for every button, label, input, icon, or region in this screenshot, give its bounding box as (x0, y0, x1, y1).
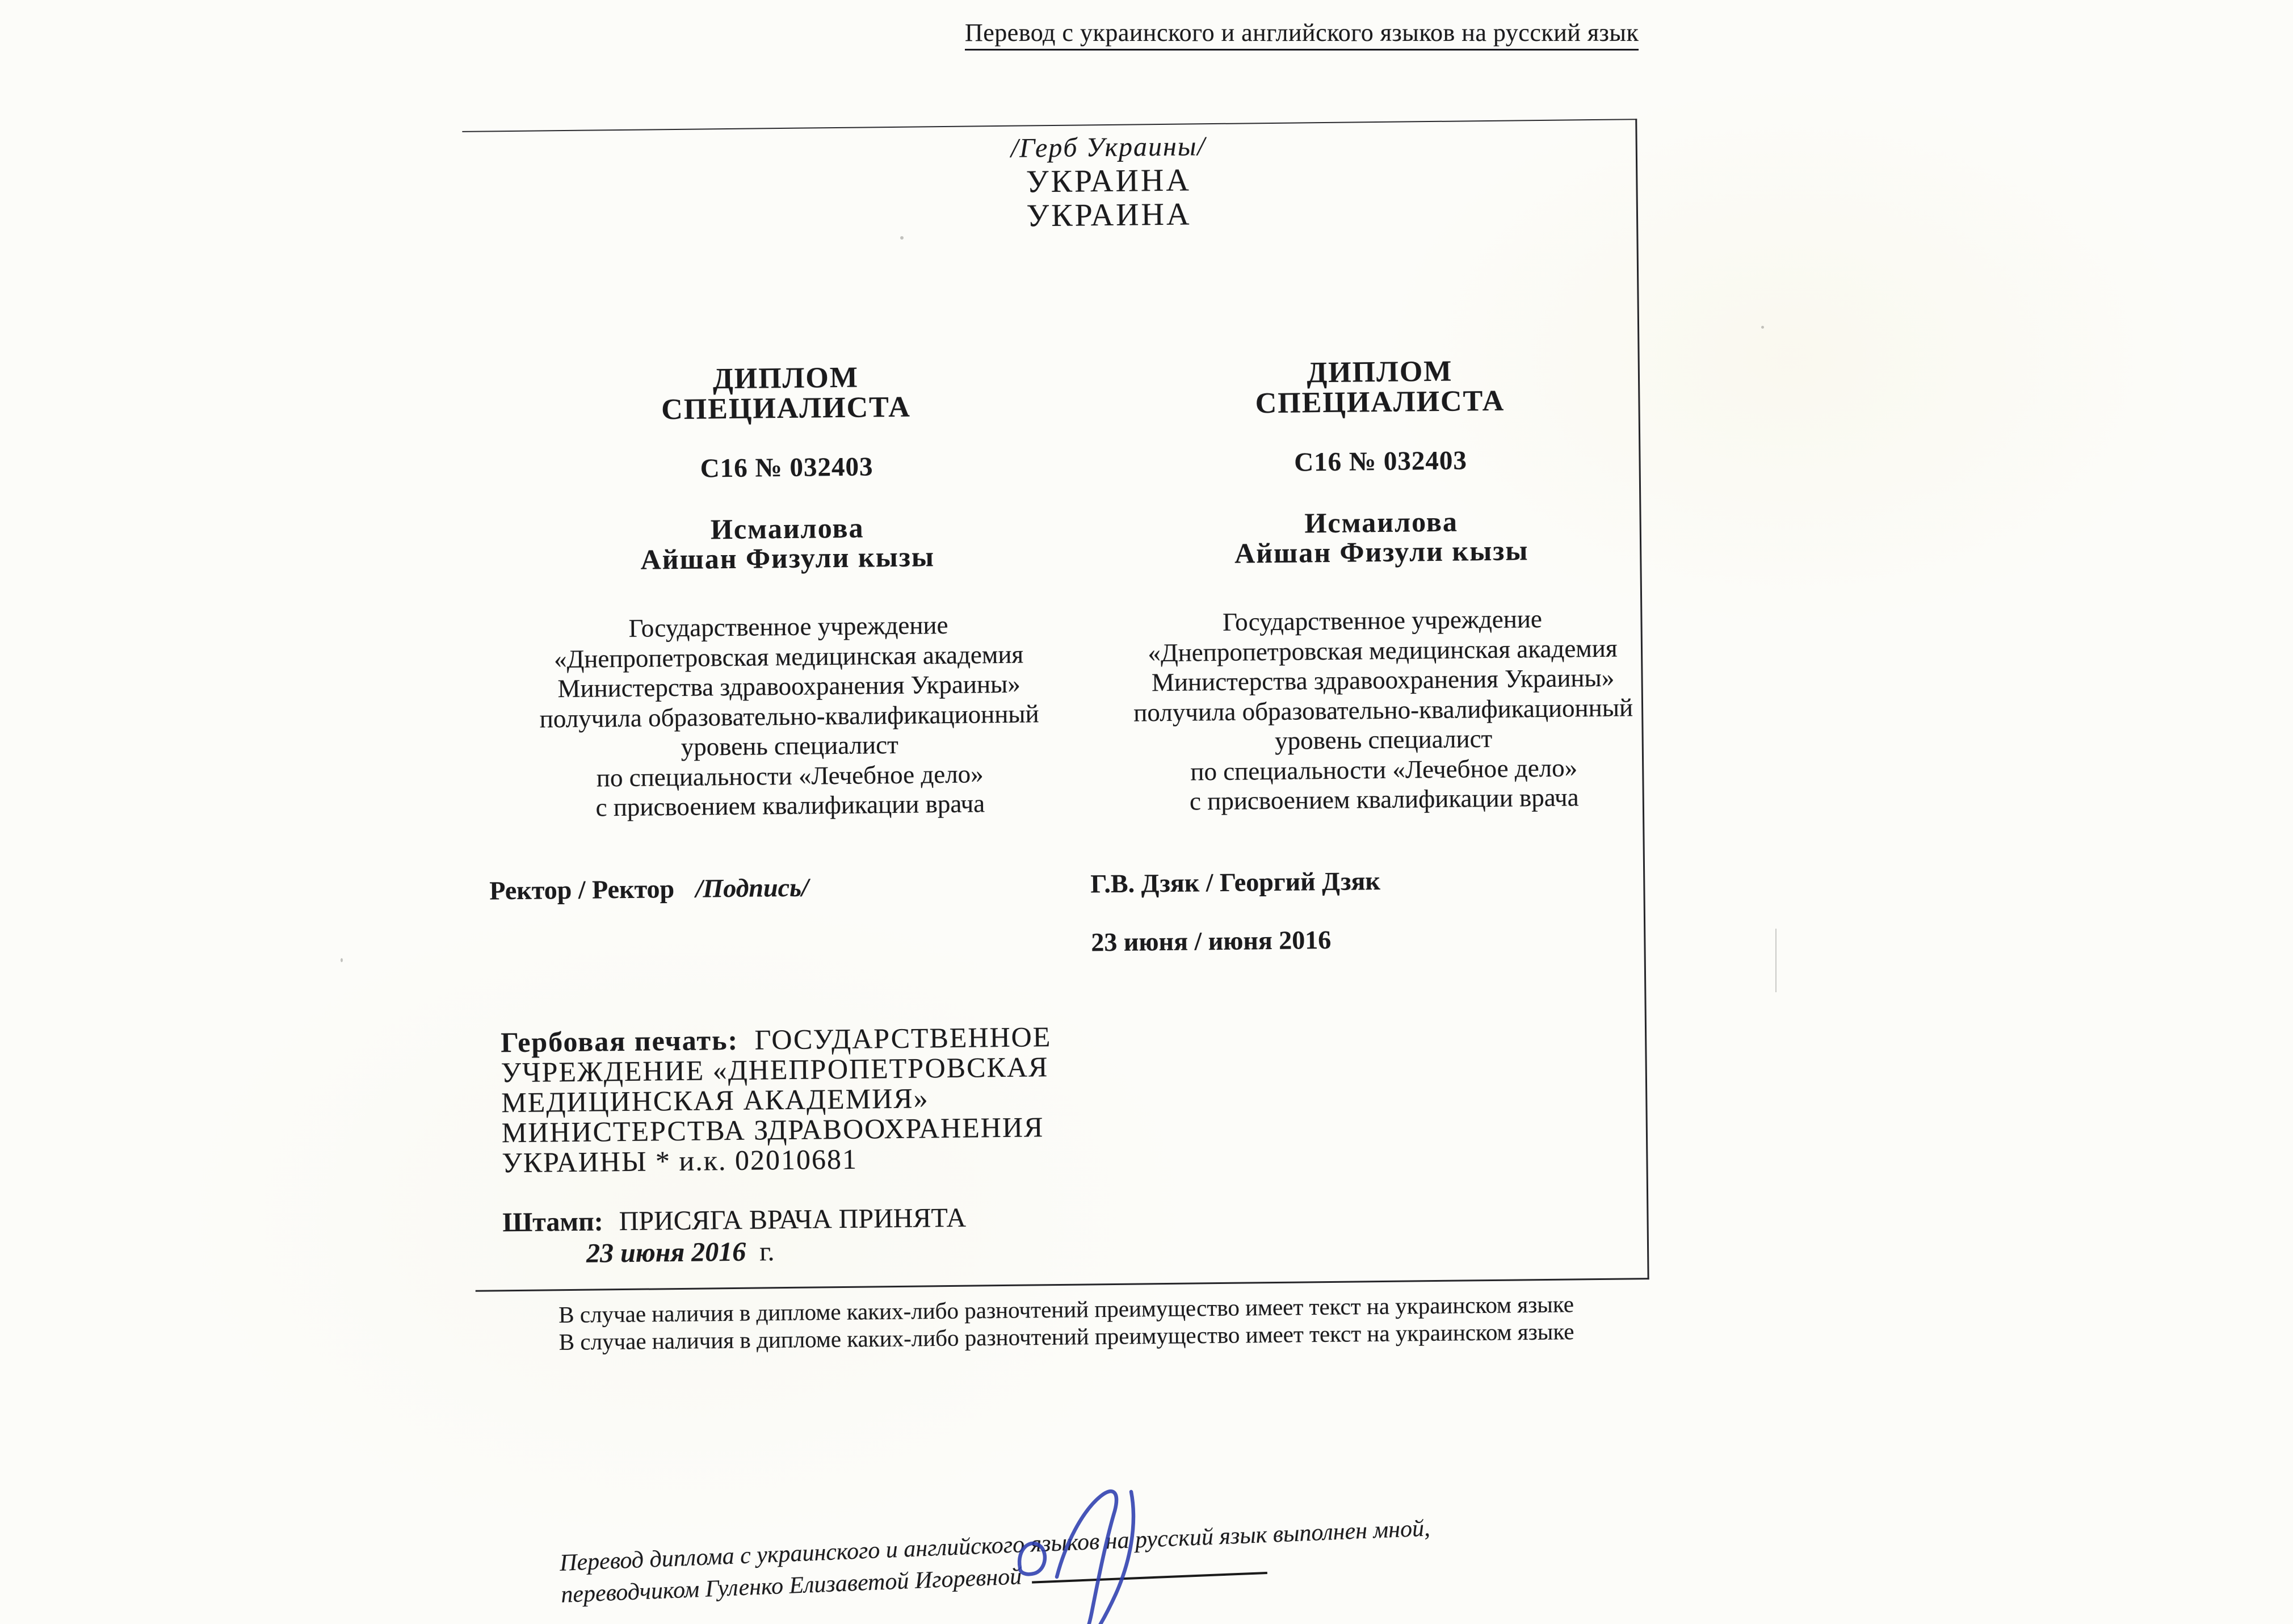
diploma-body-paragraph (1089, 603, 1677, 817)
seal-text: ГОСУДАРСТВЕННОЕ (754, 1021, 1052, 1056)
scan-speck (1761, 326, 1764, 329)
signature-placeholder-note: /Подпись/ (695, 872, 809, 903)
diploma-translation-frame (462, 119, 1649, 1292)
seal-line: УЧРЕЖДЕНИЕ «ДНЕПРОПЕТРОВСКАЯ (501, 1051, 1049, 1089)
body-line: Государственное учреждение (628, 610, 948, 643)
diploma-title-line1: ДИПЛОМ (1307, 355, 1453, 389)
scan-streak (1775, 929, 1777, 992)
diploma-title-line1: ДИПЛОМ (712, 361, 859, 396)
translator-certification (559, 1512, 1432, 1610)
stamp-date: 23 июня 2016 (586, 1236, 746, 1269)
signature-stroke (1057, 1491, 1116, 1624)
body-line: по специальности «Лечебное дело» (596, 759, 984, 792)
translation-direction-text: Перевод с украинского и английского языков на русский язык (965, 19, 1639, 51)
body-line: «Днепропетровская медицинская академия (1148, 633, 1618, 667)
body-line: по специальности «Лечебное дело» (1190, 753, 1578, 786)
body-line: Министерства здравоохранения Украины» (557, 669, 1021, 703)
holder-surname: Исмаилова (1304, 505, 1459, 539)
diploma-column-right (1084, 119, 1682, 1286)
seal-transcription-block (501, 1022, 1053, 1178)
body-line: уровень специалист (681, 730, 899, 761)
holder-given-names: Айшан Физули кызы (640, 540, 935, 576)
diploma-body-paragraph (495, 609, 1083, 824)
disclaimer-line: В случае наличия в дипломе каких-либо разночтений преимущество имеет текст на украинском языке (558, 1291, 1574, 1328)
discrepancy-disclaimer (558, 1290, 1574, 1356)
country-name-line1: УКРАИНА (1026, 162, 1192, 200)
scan-speck (900, 236, 904, 240)
stamp-transcription-line (502, 1202, 966, 1239)
diploma-serial-number: С16 № 032403 (1294, 446, 1468, 477)
stamp-date-line (586, 1236, 775, 1269)
body-line: Министерства здравоохранения Украины» (1151, 663, 1615, 697)
diploma-date-line: 23 июня / июня 2016 (1091, 925, 1332, 957)
translator-note-line: Перевод диплома с украинского и английского языков на русский язык выполнен мной, (559, 1515, 1431, 1576)
seal-line: УКРАИНЫ * и.к. 02010681 (502, 1143, 858, 1179)
body-line: с присвоением квалификации врача (595, 789, 985, 822)
translator-name-text: переводчиком Гуленко Елизаветой Игоревной (560, 1563, 1022, 1608)
body-line: получила образовательно-квалификационный (1133, 693, 1633, 727)
stamp-text: ПРИСЯГА ВРАЧА ПРИНЯТА (619, 1202, 967, 1237)
disclaimer-line: В случае наличия в дипломе каких-либо разночтений преимущество имеет текст на украинском языке (558, 1318, 1574, 1355)
diploma-serial-number: С16 № 032403 (700, 452, 873, 484)
rector-signature-line (489, 872, 809, 906)
body-line: Государственное учреждение (1222, 605, 1543, 636)
body-line: с присвоением квалификации врача (1189, 783, 1579, 816)
seal-label: Гербовая печать: (500, 1023, 739, 1059)
country-name-line2: УКРАИНА (1026, 196, 1192, 234)
scan-speck (341, 958, 343, 962)
coat-of-arms-note: /Герб Украины/ (1010, 131, 1206, 163)
holder-surname: Исмаилова (710, 511, 864, 545)
body-line: уровень специалист (1274, 724, 1493, 755)
seal-line: МЕДИЦИНСКАЯ АКАДЕМИЯ» (501, 1082, 929, 1119)
stamp-label: Штамп: (502, 1206, 603, 1238)
seal-line: МИНИСТЕРСТВА ЗДРАВООХРАНЕНИЯ (501, 1111, 1044, 1149)
diploma-title-line2: СПЕЦИАЛИСТА (1255, 384, 1505, 420)
holder-given-names: Айшан Физули кызы (1234, 534, 1529, 569)
signature-stroke (1019, 1543, 1045, 1574)
body-line: получила образовательно-квалификационный (539, 699, 1039, 733)
diploma-title-line2: СПЕЦИАЛИСТА (661, 391, 912, 426)
body-line: «Днепропетровская медицинская академия (553, 640, 1024, 673)
translation-direction-header (965, 18, 1639, 47)
translator-signature (1002, 1482, 1195, 1624)
rector-title: Ректор / Ректор (489, 874, 675, 905)
rector-name-line: Г.В. Дзяк / Георгий Дзяк (1090, 866, 1381, 899)
stamp-date-suffix: г. (759, 1236, 775, 1267)
